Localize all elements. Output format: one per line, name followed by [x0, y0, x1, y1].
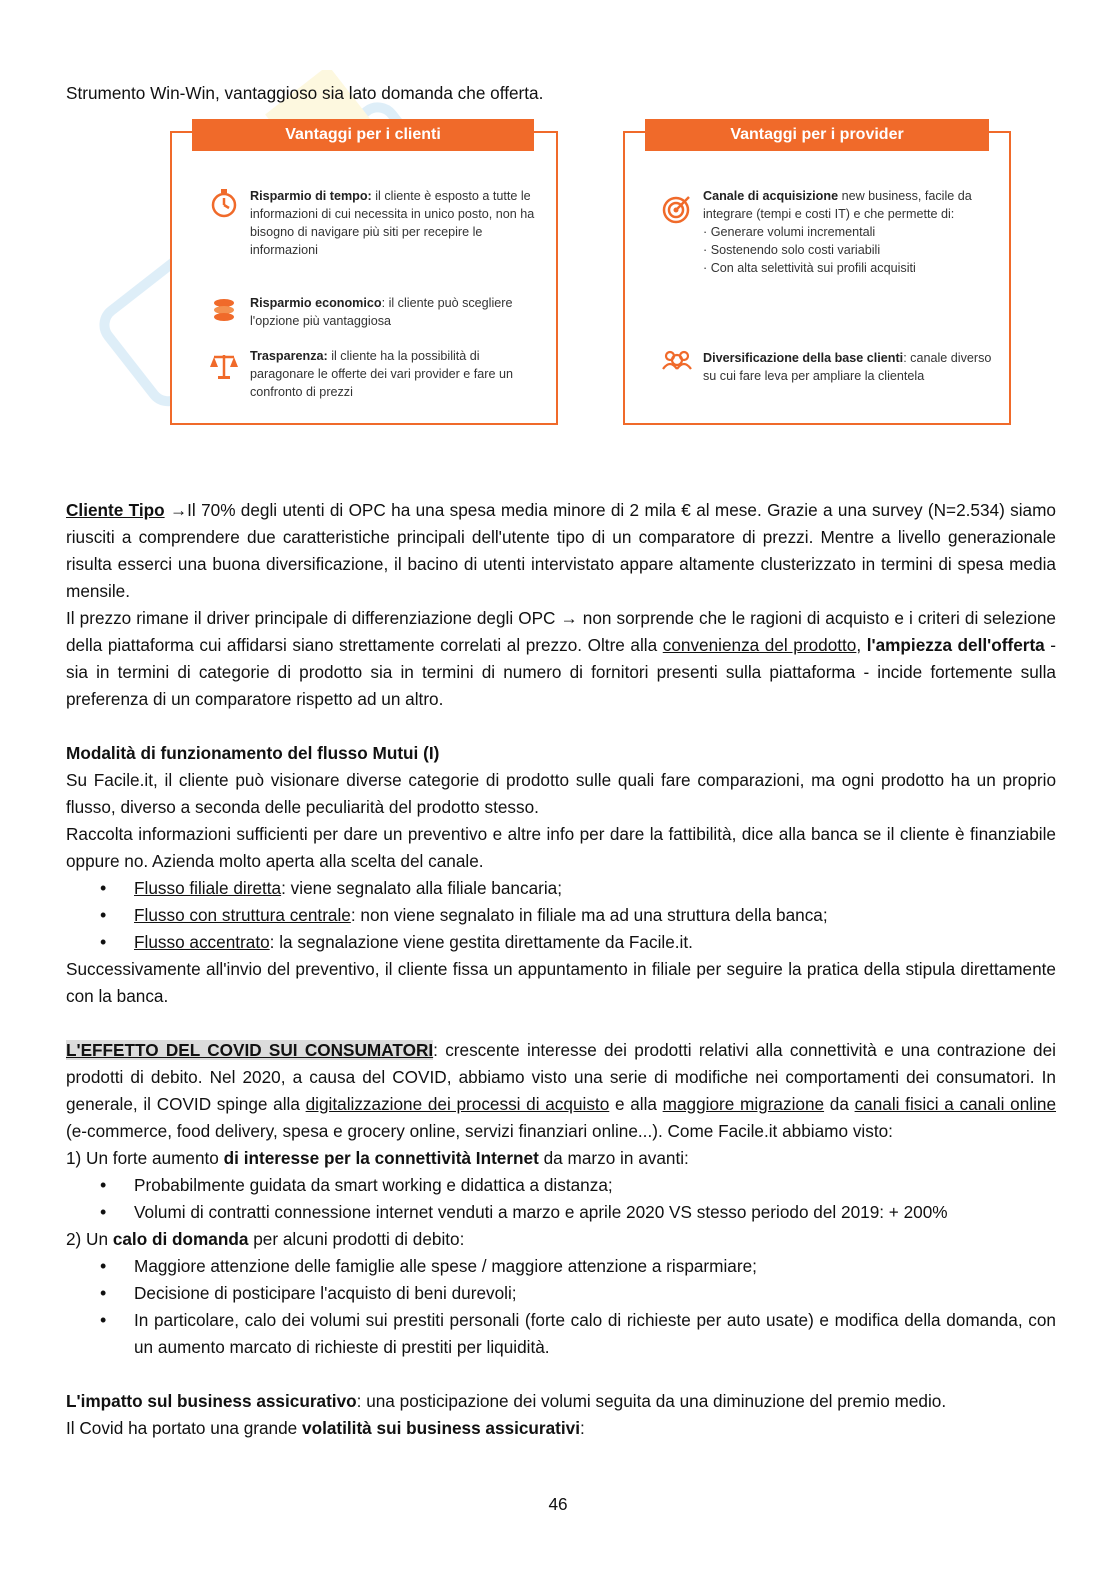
stopwatch-icon: [208, 187, 240, 219]
clients-benefits-box: [170, 126, 558, 425]
mutui-flow-list: [66, 875, 1056, 956]
list-item: • In particolare, calo dei volumi sui prestiti personali (forte calo di richieste per auto usate) e modifica della domanda, con un aumento marcato di richieste di prestiti per liquidità.: [66, 1307, 1056, 1361]
document-page: [66, 80, 1056, 1442]
providers-item-acquisition: Canale di acquisizione new business, facile da integrare (tempi e costi IT) e che permette di: · Generare volumi incrementali · Sostenendo solo costi variabili · Con alta selettività sui profili acquisiti: [703, 187, 999, 277]
clients-item-economic: Risparmio economico: il cliente può scegliere l'opzione più vantaggiosa: [250, 296, 513, 328]
benefits-figure: [66, 113, 1056, 483]
list-item: • Flusso filiale diretta: viene segnalato alla filiale bancaria;: [66, 875, 1056, 902]
providers-item-diversification: Diversificazione della base clienti: canale diverso su cui fare leva per ampliare la clientela: [703, 351, 992, 383]
coins-icon: [208, 293, 240, 325]
covid-paragraph: L'EFFETTO DEL COVID SUI CONSUMATORI: crescente interesse dei prodotti relativi alla connettività e una contrazione dei prodotti di debito. Nel 2020, a causa del COVID, abbiamo visto una serie di modifiche nei comportamenti dei consumatori. In generale, il COVID spinge alla digitalizzazione dei processi di acquisto e alla maggiore migrazione da canali fisici a canali online (e-commerce, food delivery, spesa e grocery online, servizi finanziari online...). Come Facile.it abbiamo visto:: [66, 1040, 1057, 1141]
list-item: • Flusso con struttura centrale: non viene segnalato in filiale ma ad una struttura della banca;: [66, 902, 1056, 929]
intro-text: Strumento Win-Win, vantaggioso sia lato domanda che offerta.: [66, 83, 544, 103]
impatto-heading: L'impatto sul business assicurativo: [66, 1391, 357, 1411]
covid-point-2: 2) Un calo di domanda per alcuni prodotti di debito:: [66, 1229, 465, 1249]
cliente-tipo-label: Cliente Tipo: [66, 500, 165, 520]
list-item: • Maggiore attenzione delle famiglie alle spese / maggiore attenzione a risparmiare;: [66, 1253, 1056, 1280]
covid-list-1: [66, 1172, 1056, 1226]
scale-icon: [208, 349, 240, 381]
arrow-glyph: →: [560, 608, 578, 628]
clients-benefits-title: Vantaggi per i clienti: [192, 119, 534, 151]
list-item: • Volumi di contratti connessione internet venduti a marzo e aprile 2020 VS stesso periodo del 2019: + 200%: [66, 1199, 1056, 1226]
providers-bullet: · Generare volumi incrementali: [703, 225, 876, 239]
prezzo-paragraph: Il prezzo rimane il driver principale di differenziazione degli OPC → non sorprende che le ragioni di acquisto e i criteri di selezione della piattaforma cui affidarsi siano strettamente correlati al prezzo. Oltre alla convenienza del prodotto, l'ampiezza dell'offerta - sia in termini di categorie di prodotto sia in termini di numero di fornitori presenti sulla piattaforma - incide fortemente sulla preferenza di un comparatore rispetto ad un altro.: [66, 608, 1057, 709]
target-icon: [661, 193, 693, 225]
covid-point-1: 1) Un forte aumento di interesse per la connettività Internet da marzo in avanti:: [66, 1148, 689, 1168]
providers-benefits-title: Vantaggi per i provider: [645, 119, 989, 151]
covid-heading: L'EFFETTO DEL COVID SUI CONSUMATORI: [66, 1040, 434, 1060]
list-item: • Flusso accentrato: la segnalazione viene gestita direttamente da Facile.it.: [66, 929, 1056, 956]
mutui-paragraph-1: Su Facile.it, il cliente può visionare diverse categorie di prodotto sulle quali fare comparazioni, ma ogni prodotto ha un proprio flusso, diverso a seconda delle peculiarità del prodotto stesso.: [66, 770, 1056, 817]
mutui-heading: Modalità di funzionamento del flusso Mutui (I): [66, 743, 440, 763]
cliente-tipo-paragraph: Cliente Tipo →Il 70% degli utenti di OPC ha una spesa media minore di 2 mila € al mese. Grazie a una survey (N=2.534) siamo riusciti a comprendere due caratteristiche principali dell'utente tipo di un comparatore di prezzi. Mentre a livello generazionale risulta esserci una buona diversificazione, il bacino di utenti intervistato appare altamente clusterizzato in termini di spesa media mensile.: [66, 500, 1056, 601]
convenienza-link: convenienza del prodotto: [662, 635, 857, 655]
covid-list-2: [66, 1253, 1056, 1361]
volatility-paragraph: Il Covid ha portato una grande volatilità sui business assicurativi:: [66, 1418, 585, 1438]
providers-bullet: · Sostenendo solo costi variabili: [703, 243, 881, 257]
mutui-paragraph-3: Successivamente all'invio del preventivo, il cliente fissa un appuntamento in filiale per seguire la pratica della stipula direttamente con la banca.: [66, 959, 1056, 1006]
people-search-icon: [661, 345, 693, 377]
clients-item-transparency: Trasparenza: il cliente ha la possibilità di paragonare le offerte dei vari provider e fare un confronto di prezzi: [250, 349, 513, 399]
arrow-glyph: →: [169, 500, 188, 520]
impatto-paragraph: L'impatto sul business assicurativo: una posticipazione dei volumi seguita da una diminuzione del premio medio.: [66, 1391, 947, 1411]
providers-benefits-box: [623, 126, 1011, 425]
clients-item-time: Risparmio di tempo: il cliente è esposto a tutte le informazioni di cui necessita in unico posto, non ha bisogno di navigare più siti per recepire le informazioni: [250, 189, 535, 257]
providers-bullet: · Con alta selettività sui profili acquisiti: [703, 261, 916, 275]
mutui-paragraph-2: Raccolta informazioni sufficienti per dare un preventivo e altre info per dare la fattibilità, dice alla banca se il cliente è finanziabile oppure no. Azienda molto aperta alla scelta del canale.: [66, 824, 1056, 871]
page-number: 46: [548, 1494, 568, 1514]
list-item: • Decisione di posticipare l'acquisto di beni durevoli;: [66, 1280, 1056, 1307]
list-item: • Probabilmente guidata da smart working e didattica a distanza;: [66, 1172, 1056, 1199]
